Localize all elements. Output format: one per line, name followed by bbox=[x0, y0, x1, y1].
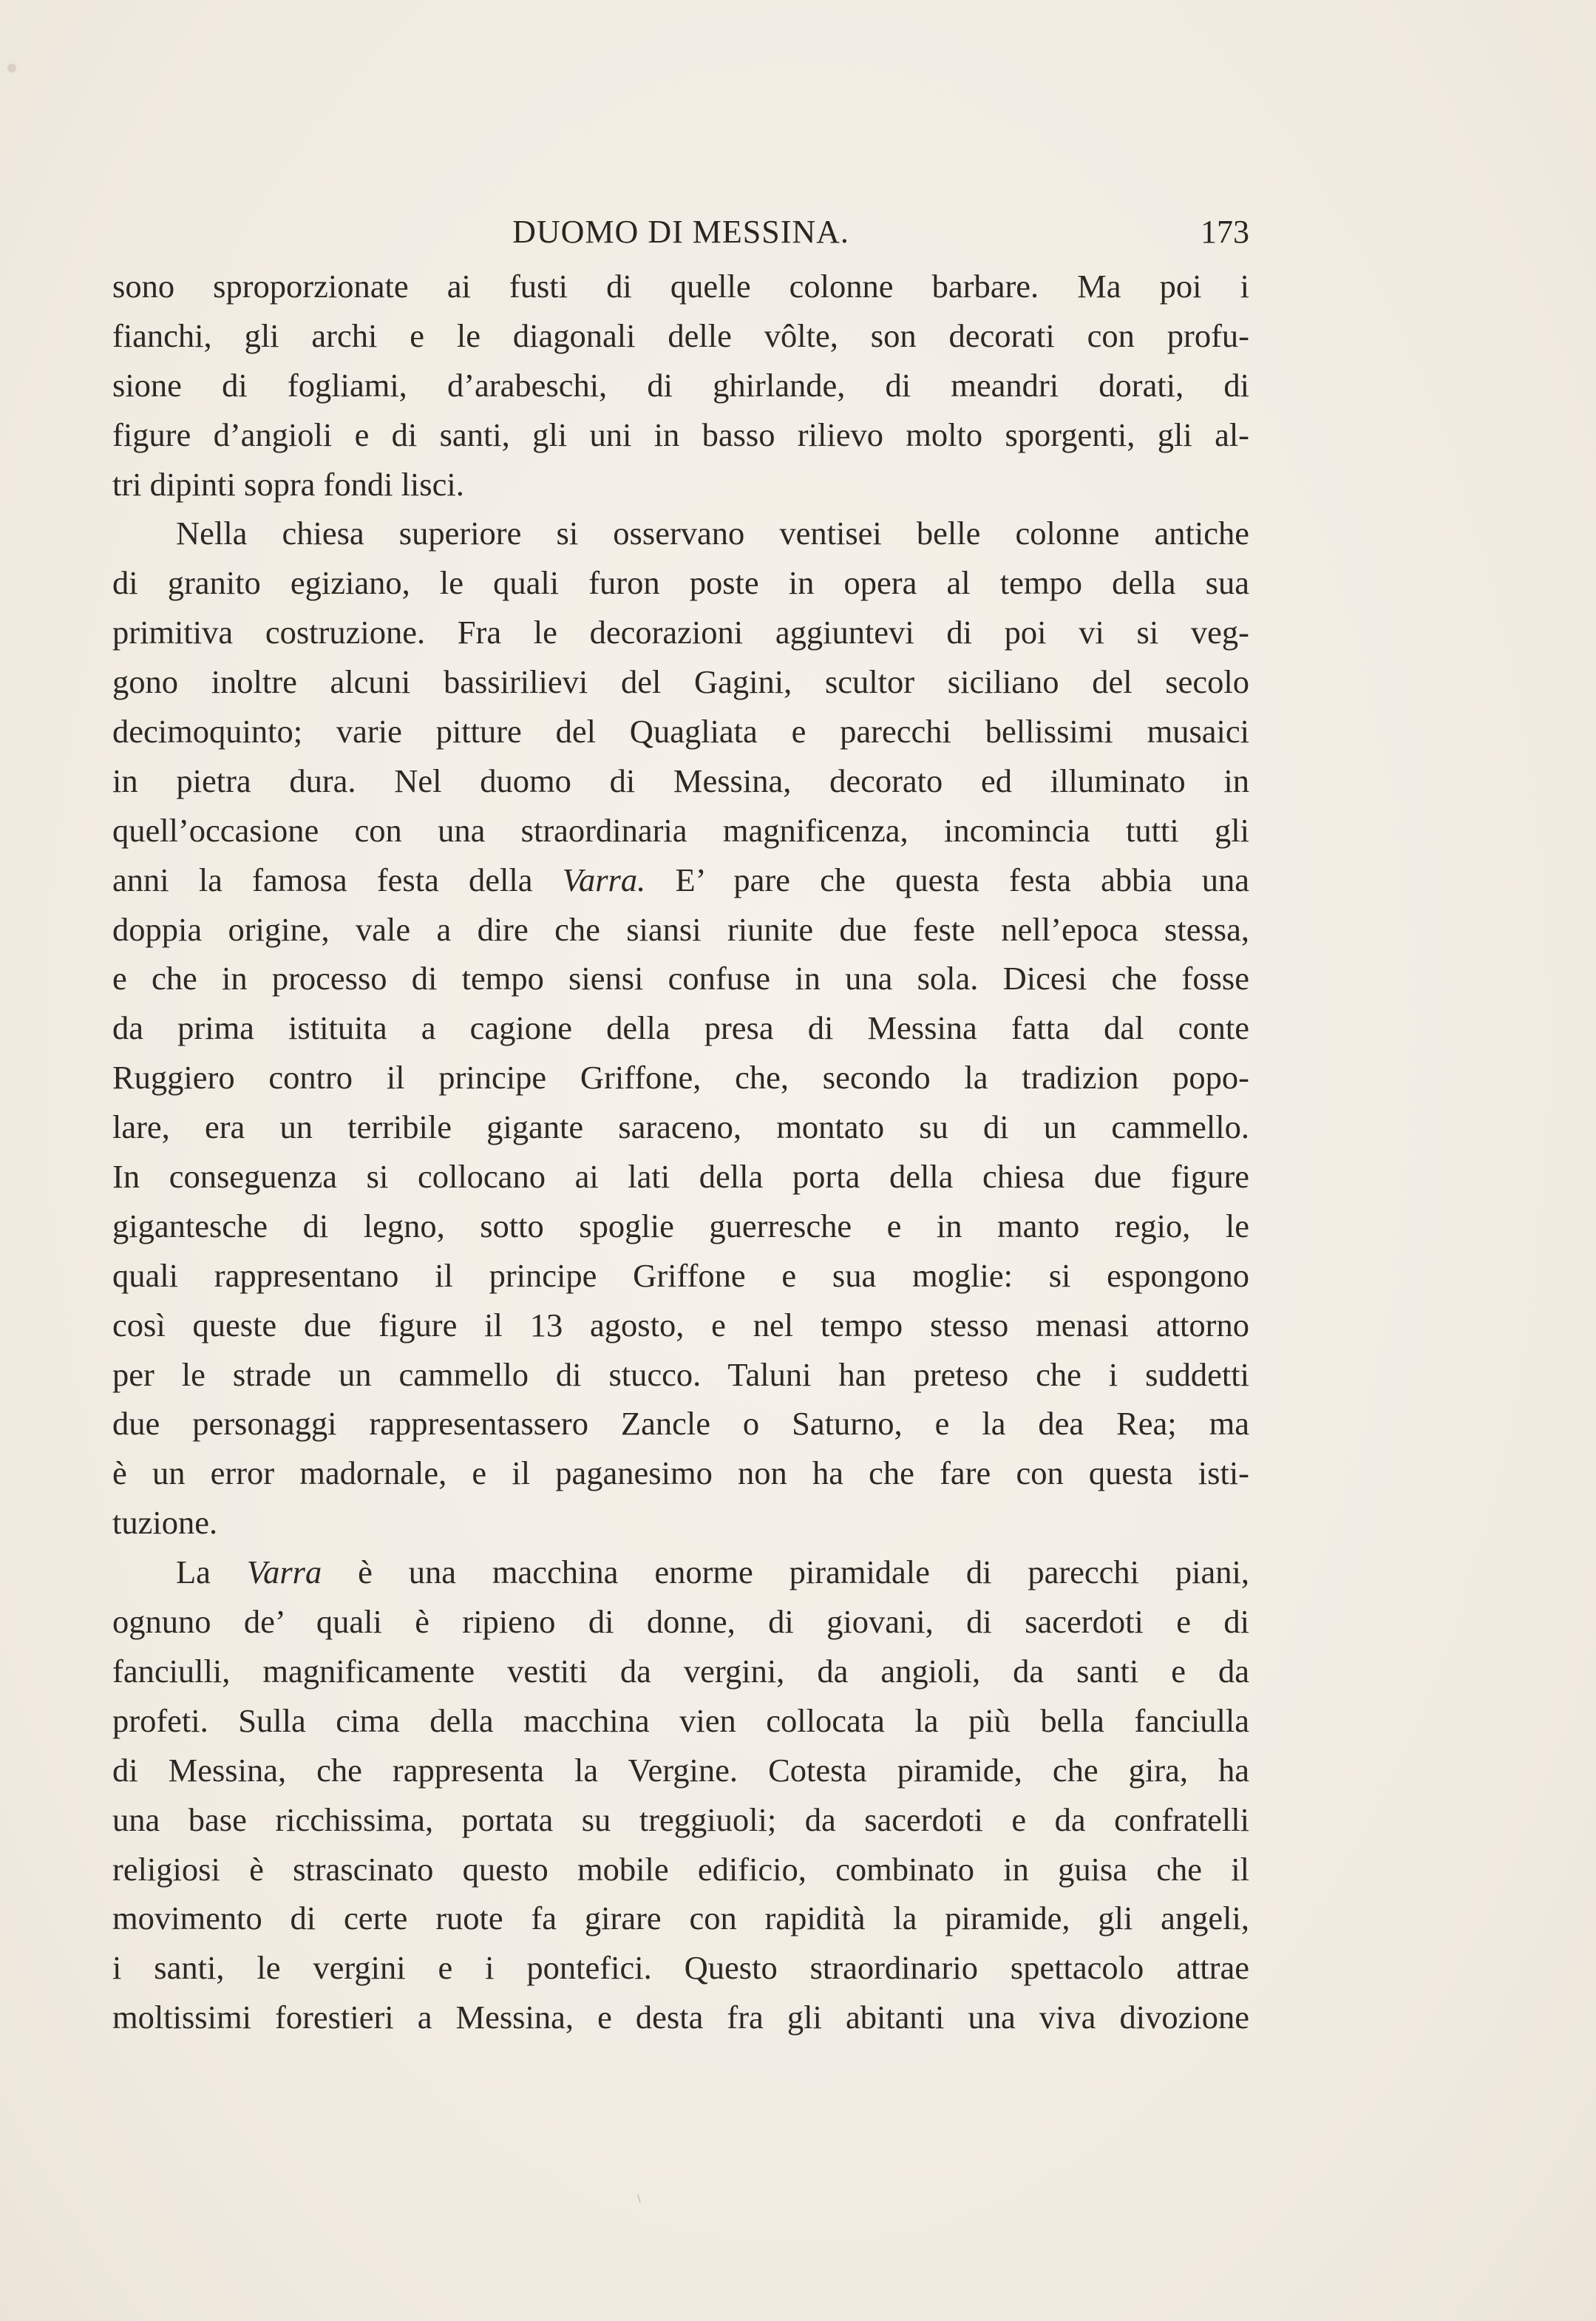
text-line: Nella chiesa superiore si osservano ventisei belle colonne antiche bbox=[176, 515, 1249, 552]
text-line: gigantesche di legno, sotto spoglie guerresche e in manto regio, le bbox=[112, 1207, 1249, 1244]
text-line: quali rappresentano il principe Griffone e sua moglie: si espongono bbox=[112, 1256, 1249, 1294]
text-segment: è una macchina enorme piramidale di parecchi piani, bbox=[358, 1553, 1250, 1591]
text-line-mixed bbox=[112, 855, 1249, 905]
text-line: è un error madornale, e il paganesimo non ha che fare con questa isti- bbox=[112, 1454, 1249, 1492]
text-line: due personaggi rappresentassero Zancle o Saturno, e la dea Rea; ma bbox=[112, 1405, 1249, 1443]
text-line: tri dipinti sopra fondi lisci. bbox=[112, 465, 464, 503]
text-line: religiosi è strascinato questo mobile edificio, combinato in guisa che il bbox=[112, 1850, 1249, 1888]
text-line: sione di fogliami, d’arabeschi, di ghirlande, di meandri dorati, di bbox=[112, 366, 1249, 404]
page-header bbox=[112, 213, 1249, 257]
text-line: così queste due figure il 13 agosto, e nel tempo stesso menasi attorno bbox=[112, 1306, 1249, 1344]
text-segment: E’ pare che questa festa abbia una bbox=[675, 861, 1249, 898]
text-line: i santi, le vergini e i pontefici. Questo straordinario spettacolo attrae bbox=[112, 1949, 1249, 1987]
text-line-mixed bbox=[112, 1548, 1249, 1597]
text-line: moltissimi forestieri a Messina, e desta fra gli abitanti una viva divozione bbox=[112, 1999, 1249, 2036]
text-line: lare, era un terribile gigante saraceno, montato su di un cammello. bbox=[112, 1108, 1249, 1146]
body-text bbox=[112, 262, 1249, 2042]
text-line: decimoquinto; varie pitture del Quagliata e parecchi bellissimi musaici bbox=[112, 713, 1249, 750]
text-line: di granito egiziano, le quali furon poste in opera al tempo della sua bbox=[112, 564, 1249, 602]
text-line: movimento di certe ruote fa girare con rapidità la piramide, gli angeli, bbox=[112, 1900, 1249, 1937]
paper-mark: \ bbox=[637, 2193, 641, 2205]
text-line: doppia origine, vale a dire che siansi riunite due feste nell’epoca stessa, bbox=[112, 910, 1249, 948]
text-line: per le strade un cammello di stucco. Taluni han preteso che i suddetti bbox=[112, 1355, 1249, 1393]
text-line: fianchi, gli archi e le diagonali delle vôlte, son decorati con profu- bbox=[112, 316, 1249, 354]
text-line: e che in processo di tempo siensi confuse in una sola. Dicesi che fosse bbox=[112, 960, 1249, 997]
text-line: Ruggiero contro il principe Griffone, che, secondo la tradizion popo- bbox=[112, 1059, 1249, 1097]
text-line: tuzione. bbox=[112, 1504, 218, 1542]
text-segment: anni la famosa festa della bbox=[112, 861, 533, 898]
text-line: in pietra dura. Nel duomo di Messina, decorato ed illuminato in bbox=[112, 762, 1249, 799]
text-line: quell’occasione con una straordinaria magnificenza, incomincia tutti gli bbox=[112, 811, 1249, 849]
binding-hole-mark bbox=[7, 64, 16, 72]
text-line: una base ricchissima, portata su treggiuoli; da sacerdoti e da confratelli bbox=[112, 1800, 1249, 1838]
running-title: DUOMO DI MESSINA. bbox=[512, 214, 849, 250]
text-line: primitiva costruzione. Fra le decorazioni aggiuntevi di poi vi si veg- bbox=[112, 614, 1249, 651]
text-line: da prima istituita a cagione della presa di Messina fatta dal conte bbox=[112, 1009, 1249, 1047]
text-line: profeti. Sulla cima della macchina vien collocata la più bella fanciulla bbox=[112, 1701, 1249, 1739]
italic-term-varra: Varra bbox=[246, 1553, 322, 1591]
text-line: ognuno de’ quali è ripieno di donne, di giovani, di sacerdoti e di bbox=[112, 1603, 1249, 1641]
page-number: 173 bbox=[1201, 214, 1249, 250]
text-segment: La bbox=[176, 1553, 211, 1591]
text-line: fanciulli, magnificamente vestiti da vergini, da angioli, da santi e da bbox=[112, 1652, 1249, 1690]
text-line: figure d’angioli e di santi, gli uni in basso rilievo molto sporgenti, gli al- bbox=[112, 416, 1249, 453]
text-line: In conseguenza si collocano ai lati della porta della chiesa due figure bbox=[112, 1158, 1249, 1196]
italic-term-varra: Varra. bbox=[562, 861, 646, 898]
text-line: di Messina, che rappresenta la Vergine. Cotesta piramide, che gira, ha bbox=[112, 1751, 1249, 1789]
text-line: sono sproporzionate ai fusti di quelle colonne barbare. Ma poi i bbox=[112, 268, 1249, 305]
text-line: gono inoltre alcuni bassirilievi del Gagini, scultor siciliano del secolo bbox=[112, 663, 1249, 701]
